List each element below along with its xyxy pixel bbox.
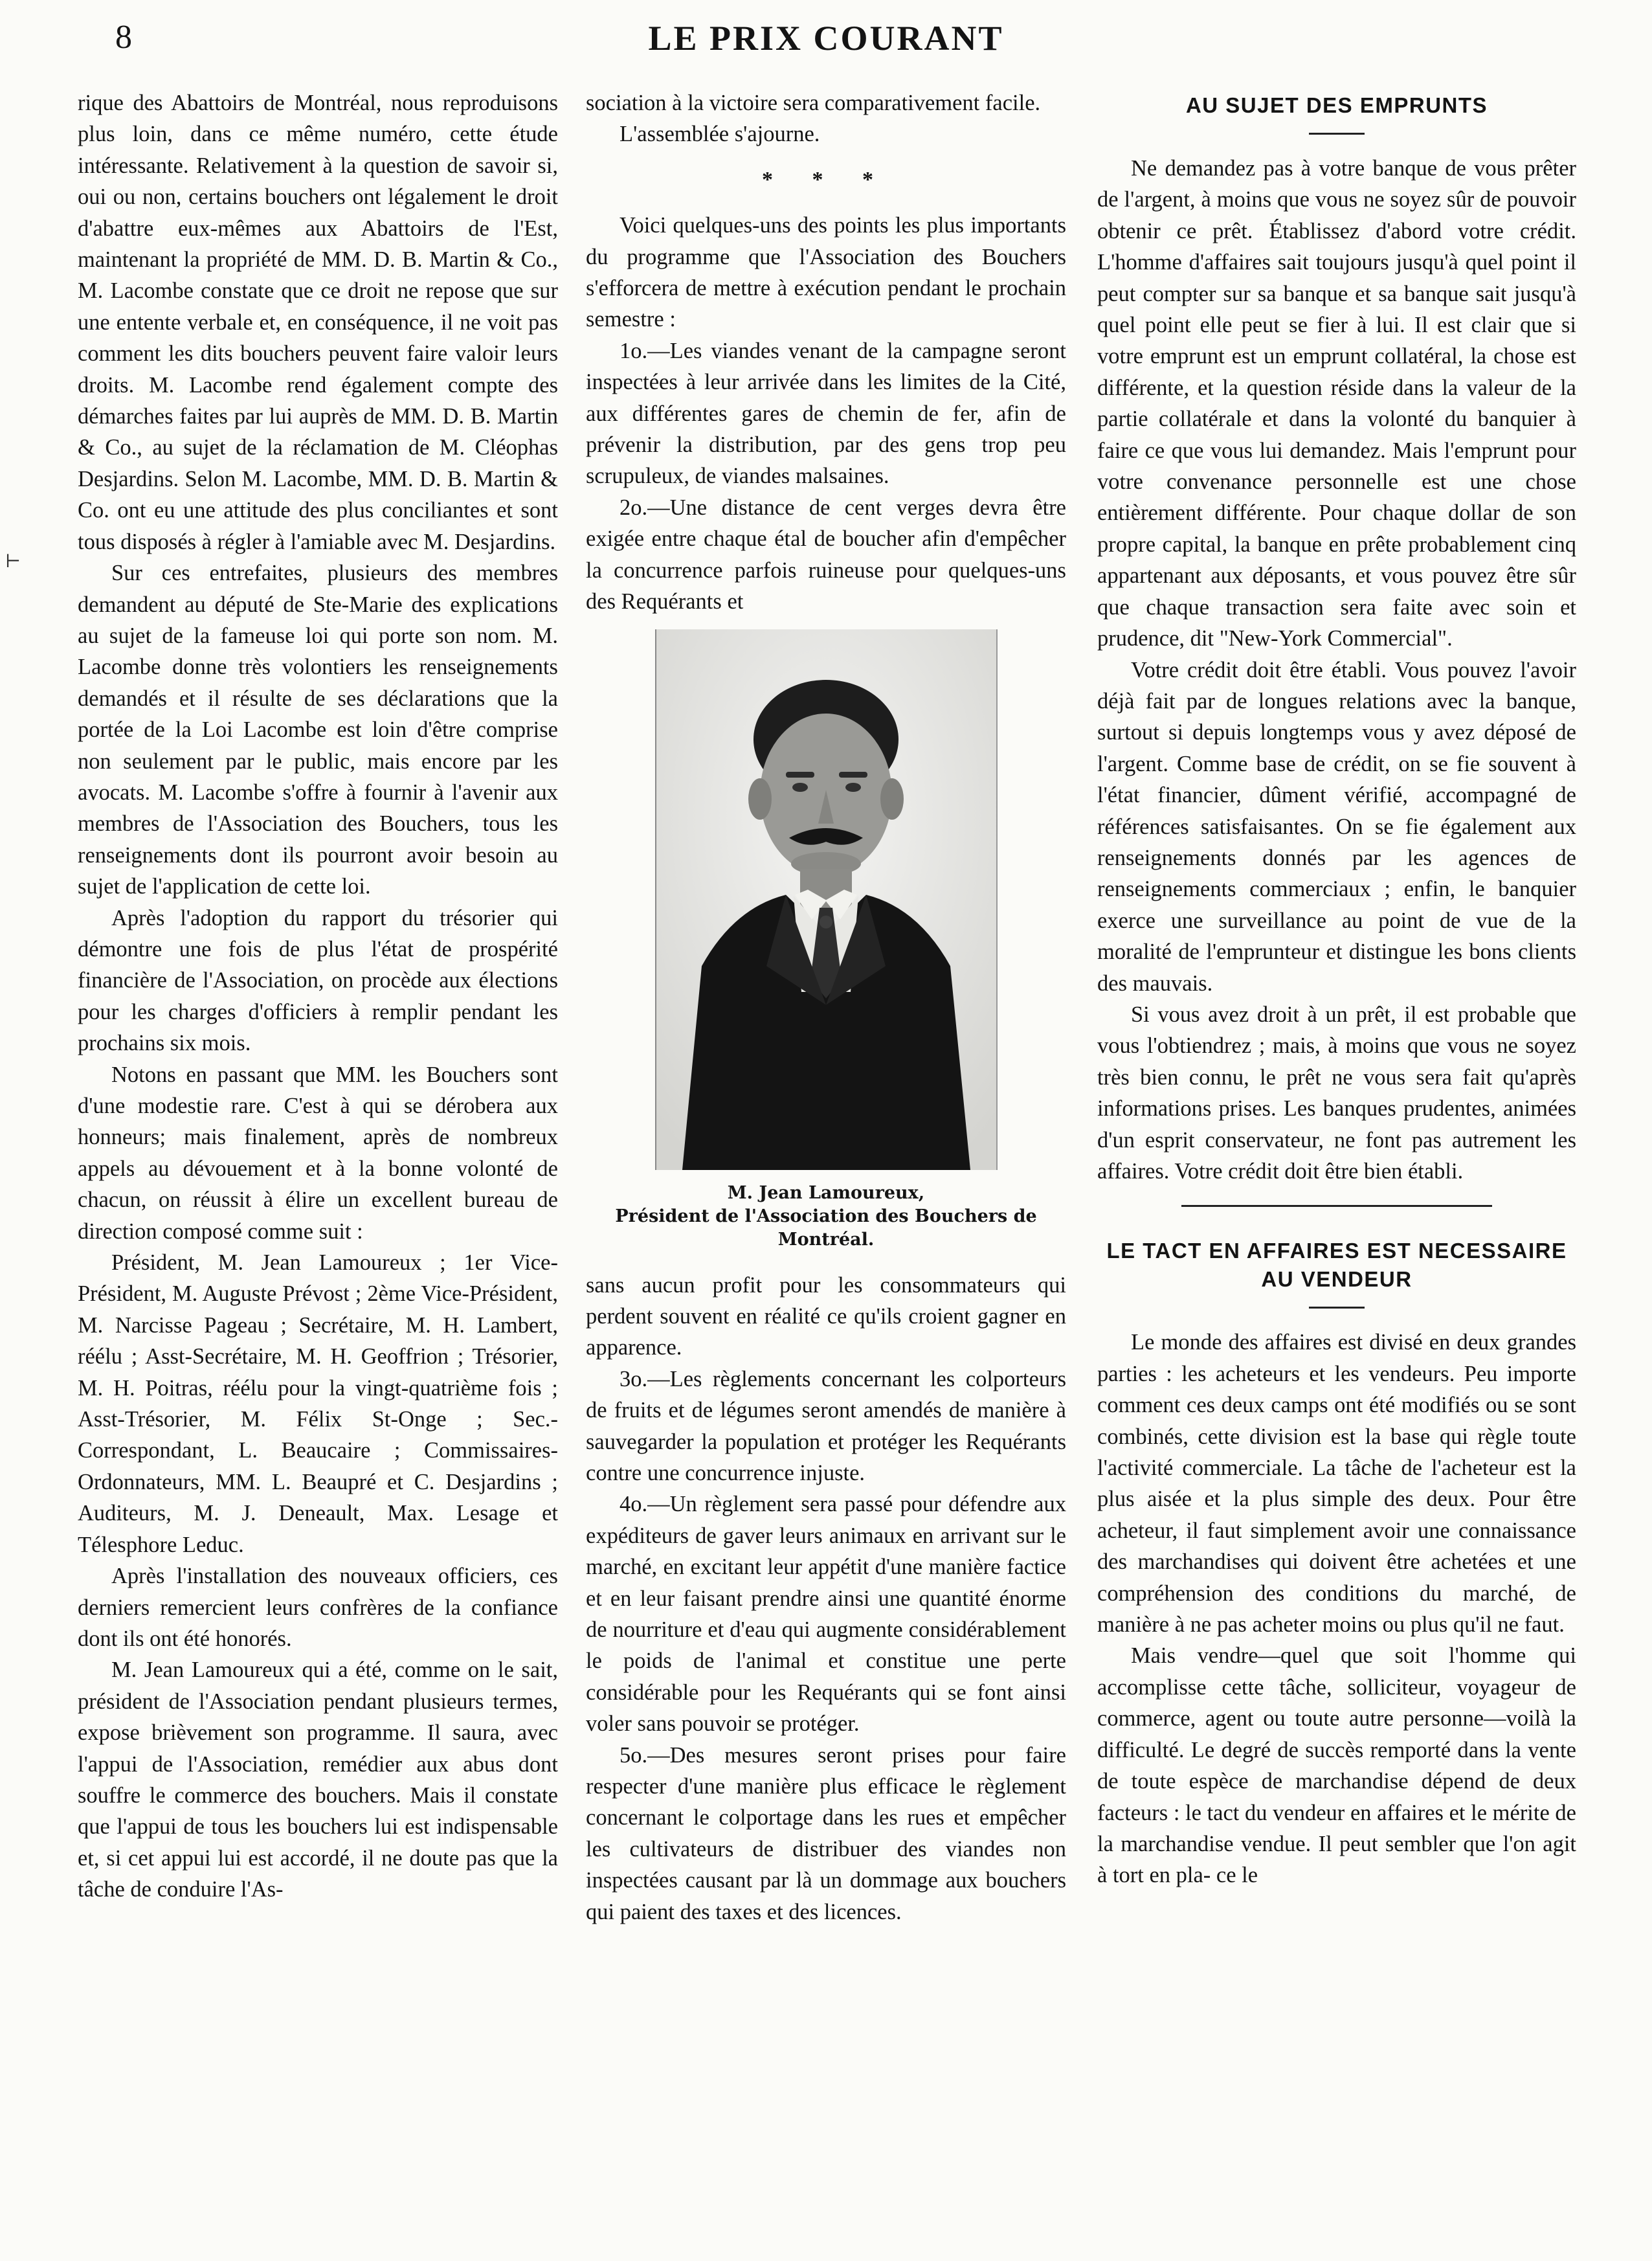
paragraph: M. Jean Lamoureux qui a été, comme on le sait, président de l'Association pendant plusieurs termes, expose brièvement son programme. Il saura, avec l'appui de l'Association, remédier aux abus dont souffre le commerce des bouchers. Mais il constate que l'appui de tous les bouchers lui est indispensable et, si cet appui lui est accordé, il ne doute pas que la tâche de conduire l'As- bbox=[78, 1658, 558, 1902]
officers-list-paragraph: Président, M. Jean Lamoureux ; 1er Vice-Président, M. Auguste Prévost ; 2ème Vice-Président, M. Narcisse Pageau ; Secrétaire, M. H. Lambert, réélu ; Asst-Secrétaire, M. H. Geoffrion ; Trésorier, M. H. Poitras, réélu pour la vingt-quatrième fois ; Asst-Trésorier, M. Félix St-Onge ; Sec.-Correspondant, L. Beaucaire ; Commissaires-Ordonnateurs, MM. L. Beaupré et C. Desjardins ; Auditeurs, M. J. Deneault, Max. Lesage et Télesphore Leduc. bbox=[78, 1250, 558, 1557]
program-item-3: 3o.—Les règlements concernant les colporteurs de fruits et de légumes seront amendés de manière à sauvegarder la population et protéger les Requérants contre une concurrence injuste. bbox=[586, 1366, 1066, 1485]
program-item-5: 5o.—Des mesures seront prises pour faire respecter d'une manière plus efficace le règlement concernant le colportage dans les rues et empêcher les cultivateurs de distribuer des viandes non inspectées causant par là un dommage aux bouchers qui paient des taxes et des licences. bbox=[586, 1742, 1066, 1924]
program-item-1: 1o.—Les viandes venant de la campagne seront inspectées à leur arrivée dans les limites de la Cité, aux différentes gares de chemin de fer, afin de prévenir la distribution, par des gens trop peu scrupuleux, de viandes malsaines. bbox=[586, 338, 1066, 489]
program-item-4: 4o.—Un règlement sera passé pour défendre aux expéditeurs de gaver leurs animaux en arrivant sur le marché, en excitant leur appétit d'une manière factice et en leur faisant prendre ainsi une quantité énorme de nourriture et d'eau qui augmente considérablement le poids de l'animal et constitue une perte considérable pour les Requérants qui se font ainsi voler sans pouvoir se protéger. bbox=[586, 1492, 1066, 1737]
portrait-photo bbox=[655, 629, 998, 1170]
section-separator-stars: * * * bbox=[762, 167, 890, 192]
page-header bbox=[0, 0, 1652, 84]
paragraph: Sur ces entrefaites, plusieurs des membres demandent au député de Ste-Marie des explications au sujet de la fameuse loi qui porte son nom. M. Lacombe donne très volontiers les renseignements demandés et il résulte de ses déclarations que la portée de la Loi Lacombe est loin d'être comprise non seulement par le public, mais encore par les avocats. M. Lacombe s'offre à fournir à l'avenir aux membres de l'Association des Bouchers, tous les renseignements dont ils pourront avoir besoin au sujet de l'application de cette loi. bbox=[78, 561, 558, 899]
column-right bbox=[1097, 87, 1576, 1891]
paragraph: L'assemblée s'ajourne. bbox=[620, 122, 820, 147]
column-left bbox=[78, 87, 558, 1906]
paragraph: sociation à la victoire sera comparativement facile. bbox=[586, 91, 1041, 115]
paragraph: Mais vendre—quel que soit l'homme qui accomplisse cette tâche, solliciteur, voyageur de commerce, agent ou toute autre personne—voilà la difficulté. Le degré de succès remporté dans la vente de toute espèce de marchandise dépend de deux facteurs : le tact du vendeur en affaires et le mérite de la marchandise vendue. Il peut sembler que l'on agit à tort en pla- ce le bbox=[1097, 1643, 1576, 1888]
paragraph: Après l'installation des nouveaux officiers, ces derniers remercient leurs confrères de la confiance dont ils ont été honorés. bbox=[78, 1564, 558, 1651]
paragraph: Votre crédit doit être établi. Vous pouvez l'avoir déjà fait par de longues relations avec la banque, surtout si depuis longtemps vous y avez déposé de l'argent. Comme base de crédit, on se fie souvent à l'état financier, dûment vérifié, accompagné de références satisfaisantes. On se fie également aux renseignements donnés par les agences de renseignements commerciaux ; enfin, le banquier exerce une surveillance au point de vue de la moralité de l'emprunteur et distingue les bons clients des mauvais. bbox=[1097, 657, 1576, 996]
paragraph: Voici quelques-uns des points les plus importants du programme que l'Association des Bouchers s'efforcera de mettre à exécution pendant le prochain semestre : bbox=[586, 213, 1066, 332]
column-middle bbox=[586, 87, 1066, 1928]
portrait-caption bbox=[586, 1182, 1066, 1252]
running-title: LE PRIX COURANT bbox=[648, 19, 1004, 58]
paragraph: rique des Abattoirs de Montréal, nous reproduisons plus loin, dans ce même numéro, cette étude intéressante. Relativement à la question de savoir si, oui ou non, certains bouchers ont légalement le droit d'abattre eux-mêmes aux Abattoirs de l'Est, maintenant la propriété de MM. D. B. Martin & Co., M. Lacombe constate que ce droit ne repose que sur une entente verbale et, en conséquence, il ne voit pas comment les dits bouchers peuvent faire valoir leurs droits. M. Lacombe rend également compte des démarches faites par lui auprès de MM. D. B. Martin & Co., au sujet de la réclamation de M. Cléophas Desjardins. Selon M. Lacombe, MM. D. B. Martin & Co. ont eu une attitude des plus conciliantes et sont tous disposés à régler à l'amiable avec M. Desjardins. bbox=[78, 91, 558, 554]
caption-role: Président de l'Association des Bouchers de Montréal. bbox=[615, 1206, 1037, 1250]
paragraph: Le monde des affaires est divisé en deux grandes parties : les acheteurs et les vendeurs. Peu importe comment ces deux camps ont été modifiés ou se sont combinés, cette division est la base qui règle toute l'activité commerciale. La tâche de l'acheteur est la plus aisée et la plus simple des deux. Pour être acheteur, il faut simplement avoir une connaissance des marchandises qui doivent être achetées et une compréhension des conditions du marché, de manière à ne pas acheter moins ou plus qu'il ne faut. bbox=[1097, 1330, 1576, 1637]
heading-rule bbox=[1309, 1307, 1365, 1309]
section-heading-tact: LE TACT EN AFFAIRES EST NECESSAIRE AU VENDEUR bbox=[1106, 1239, 1567, 1292]
paragraph: Après l'adoption du rapport du trésorier qui démontre une fois de plus l'état de prospérité financière de l'Association, on procède aux élections pour les charges d'officiers à remplir pendant les prochains six mois. bbox=[78, 905, 558, 1056]
margin-tick-mark: ⊢ bbox=[5, 552, 21, 572]
paragraph: sans aucun profit pour les consommateurs qui perdent souvent en réalité ce qu'ils croient gagner en apparence. bbox=[586, 1272, 1066, 1360]
section-heading-emprunts: AU SUJET DES EMPRUNTS bbox=[1185, 93, 1488, 117]
program-item-2: 2o.—Une distance de cent verges devra être exigée entre chaque étal de boucher afin d'empêcher la concurrence parfois ruineuse pour quelques-uns des Requérants et bbox=[586, 495, 1066, 614]
section-divider bbox=[1181, 1205, 1492, 1207]
paragraph: Si vous avez droit à un prêt, il est probable que vous l'obtiendrez ; mais, à moins que vous ne soyez très bien connu, le prêt ne vous sera fait qu'après informations prises. Les banques prudentes, animées d'un esprit conservateur, ne font pas autrement les affaires. Votre crédit doit être bien établi. bbox=[1097, 1002, 1576, 1184]
heading-rule bbox=[1309, 133, 1365, 135]
paragraph: Ne demandez pas à votre banque de vous prêter de l'argent, à moins que vous ne soyez sûr de pouvoir obtenir ce prêt. Établissez d'abord votre crédit. L'homme d'affaires sait toujours jusqu'à quel point il peut compter sur sa banque et sa banque sait jusqu'à quel point elle peut se fier à lui. Il est clair que si votre emprunt est un emprunt collatéral, la chose est différente, et la question réside dans la valeur de la partie collatérale et dans la volonté du banquier à faire ce que vous lui demandez. Mais l'emprunt pour votre convenance personnelle est une chose entièrement différente. Pour chaque dollar de son propre capital, la banque en prête probablement cinq appartenant aux déposants, et vous pouvez être sûr que chaque transaction sera faite avec soin et prudence, dit "New-York Commercial". bbox=[1097, 156, 1576, 651]
caption-name: M. Jean Lamoureux, bbox=[727, 1182, 925, 1203]
portrait-figure bbox=[586, 629, 1066, 1170]
paragraph: Notons en passant que MM. les Bouchers sont d'une modestie rare. C'est à qui se dérobera aux honneurs; mais finalement, après de nombreux appels au dévouement et à la bonne volonté de chacun, on réussit à élire un excellent bureau de direction composé comme suit : bbox=[78, 1062, 558, 1244]
page-number: 8 bbox=[115, 19, 132, 56]
